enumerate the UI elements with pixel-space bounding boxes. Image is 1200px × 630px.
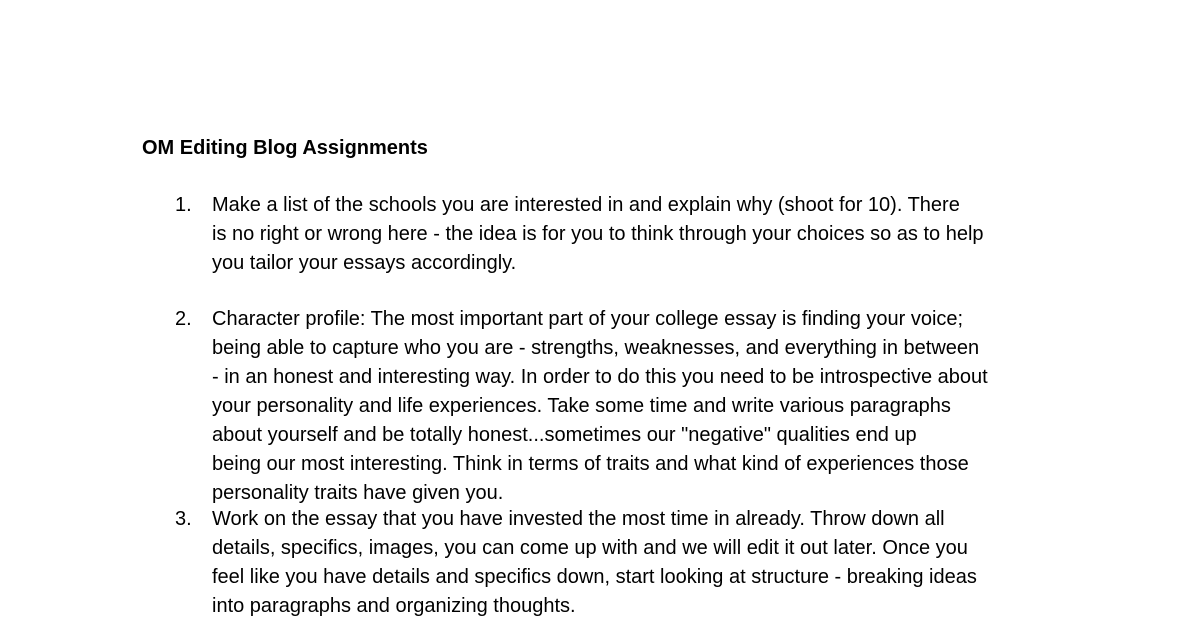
list-item-line: details, specifics, images, you can come up with and we will edit it out later. Once you <box>212 537 968 559</box>
list-item-number: 2. <box>175 308 192 330</box>
list-item-line: into paragraphs and organizing thoughts. <box>212 595 576 617</box>
list-item-line: being our most interesting. Think in terms of traits and what kind of experiences those <box>212 453 969 475</box>
list-item-line: personality traits have given you. <box>212 482 504 504</box>
list-item-line: Work on the essay that you have invested the most time in already. Throw down all <box>212 508 945 530</box>
list-item-line: about yourself and be totally honest...sometimes our "negative" qualities end up <box>212 424 917 446</box>
list-item-line: - in an honest and interesting way. In order to do this you need to be introspective about <box>212 366 988 388</box>
list-item-line: is no right or wrong here - the idea is for you to think through your choices so as to help <box>212 223 984 245</box>
list-item-line: Character profile: The most important part of your college essay is finding your voice; <box>212 308 964 330</box>
list-item-line: feel like you have details and specifics down, start looking at structure - breaking ideas <box>212 566 977 588</box>
document-title: OM Editing Blog Assignments <box>142 137 428 159</box>
list-item-line: being able to capture who you are - strengths, weaknesses, and everything in between <box>212 337 980 359</box>
list-item-number: 3. <box>175 508 192 530</box>
list-item-number: 1. <box>175 194 192 216</box>
list-item-line: your personality and life experiences. Take some time and write various paragraphs <box>212 395 951 417</box>
list-item-line: you tailor your essays accordingly. <box>212 252 517 274</box>
list-item-line: Make a list of the schools you are interested in and explain why (shoot for 10). There <box>212 194 960 216</box>
